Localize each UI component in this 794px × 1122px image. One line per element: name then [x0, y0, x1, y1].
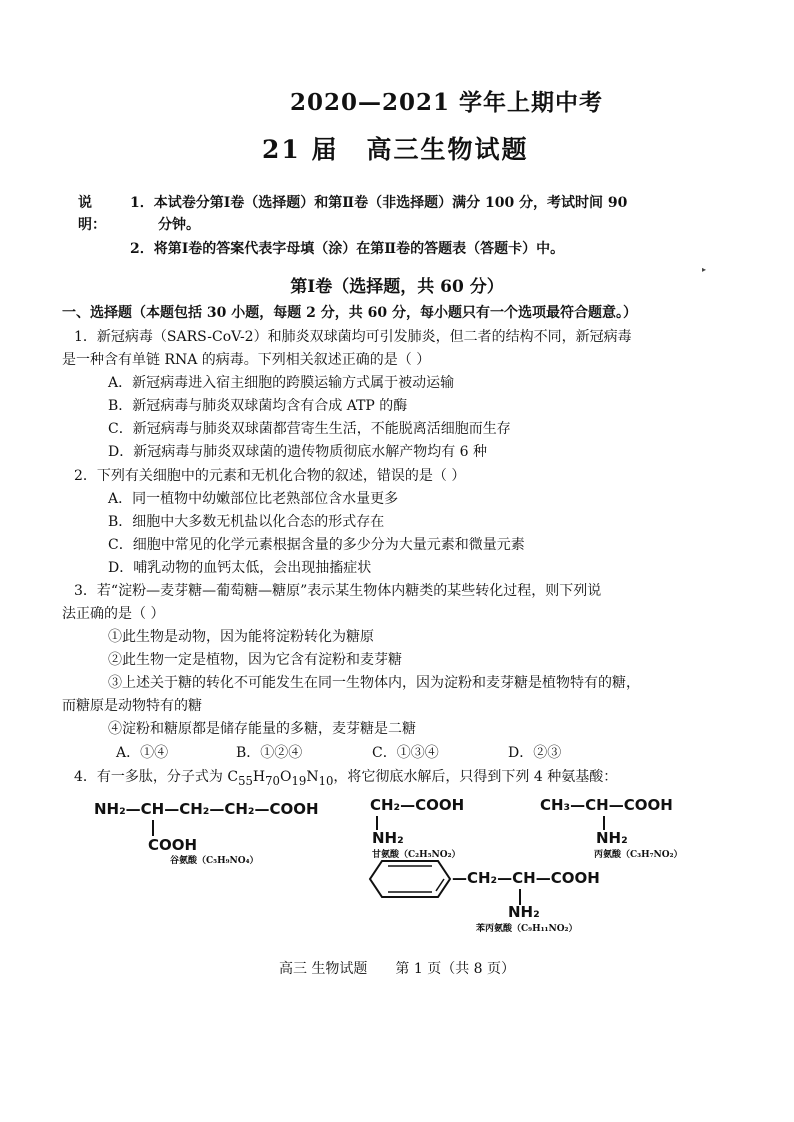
q2-option-a: A．同一植物中幼嫩部位比老熟部位含水量更多 — [108, 491, 399, 507]
alanine-name: 丙氨酸（C₃H₇NO₂） — [594, 850, 683, 860]
q3-statement-2: ②此生物一定是植物，因为它含有淀粉和麦芽糖 — [108, 652, 402, 668]
q2-option-b: B．细胞中大多数无机盐以化合态的形式存在 — [108, 514, 385, 530]
benzene-ring-icon — [368, 858, 452, 900]
bond-line — [603, 816, 605, 830]
glutamic-acid-branch: COOH — [148, 836, 198, 854]
section-title: 第Ⅰ卷（选择题，共 60 分） — [290, 277, 504, 297]
q3-statement-3: ③上述关于糖的转化不可能发生在同一生物体内，因为淀粉和麦芽糖是植物特有的糖， — [108, 675, 640, 691]
instructions-item2: 2．将第Ⅰ卷的答案代表字母填（涂）在第Ⅱ卷的答题表（答题卡）中。 — [130, 241, 565, 257]
glycine-formula: CH₂—COOH — [370, 796, 465, 814]
part-heading: 一、选择题（本题包括 30 小题，每题 2 分，共 60 分，每小题只有一个选项最符合题意。） — [62, 305, 637, 321]
q3-option-d: D．②③ — [508, 745, 562, 761]
q3-option-c: C．①③④ — [372, 745, 439, 761]
instructions-label: 说明： — [78, 195, 106, 233]
glutamic-acid-name: 谷氨酸（C₅H₉NO₄） — [170, 856, 259, 866]
q2-option-d: D．哺乳动物的血钙太低，会出现抽搐症状 — [108, 560, 372, 576]
instructions-item1-cont: 分钟。 — [158, 217, 200, 233]
q3-statement-4: ④淀粉和糖原都是储存能量的多糖，麦芽糖是二糖 — [108, 721, 416, 737]
glycine-branch: NH₂ — [372, 829, 404, 847]
exam-page: 2020—2021 学年上期中考 21 届 高三生物试题 说明： 1．本试卷分第Ⅰ卷（选择题）和第Ⅱ卷（非选择题）满分 100 分，考试时间 90 分钟。 2．将第Ⅰ卷的答案代表字母填（涂）在第Ⅱ卷的答题表（答题卡）中。 ▸ 第Ⅰ卷（选择题，共 60 分） 一、选择题（本题包括 30 小题，每题 2 分，共 60 分，每小题只有一个选项最符合题意。） 1．新冠病毒（SARS-CoV-2）和肺炎双球菌均可引发肺炎，但二者的结构不同，新冠病毒 是一种含有单链 RNA 的病毒。下列相关叙述正确的是（ ） A．新冠病毒进入宿主细胞的跨膜运输方式属于被动运输 B．新冠病毒与肺炎双球菌均含有合成 ATP 的酶 C．新冠病毒与肺炎双球菌都营寄生生活，不能脱离活细胞而生存 D．新冠病毒与肺炎双球菌的遗传物质彻底水解产物均有 6 种 2．下列有关细胞中的元素和无机化合物的叙述，错误的是（ ） A．同一植物中幼嫩部位比老熟部位含水量更多 B．细胞中大多数无机盐以化合态的形式存在 C．细胞中常见的化学元素根据含量的多少分为大量元素和微量元素 D．哺乳动物的血钙太低，会出现抽搐症状 3．若“淀粉—麦芽糖—葡萄糖—糖原”表示某生物体内糖类的某些转化过程，则下列说 法正确的是（ ） ①此生物是动物，因为能将淀粉转化为糖原 ②此生物一定是植物，因为它含有淀粉和麦芽糖 ③上述关于糖的转化不可能发生在同一生物体内，因为淀粉和麦芽糖是植物特有的糖， 而糖原是动物特有的糖 ④淀粉和糖原都是储存能量的多糖，麦芽糖是二糖 A．①④ B．①②④ C．①③④ D．②③ 4．有一多肽，分子式为 $C_{55}H_{70}O_{19}N_{10}$，将它彻底水解后，只得到下列 4 种氨基酸： NH₂—CH—CH₂—CH₂—COOH COOH 谷氨酸（C₅H₉NO₄） CH₂—COOH NH₂ 甘氨酸（C₂H₅NO₂） CH₃—CH—COOH NH₂ 丙氨酸（C₃H₇NO₂） —CH₂—CH—COOH NH₂ 苯丙氨酸（C₉H₁₁NO₂） 高三 生物试题 第 1 页（共 8 页） — [0, 0, 794, 1122]
q3-option-a: A．①④ — [116, 745, 169, 761]
q3-stem: 3．若“淀粉—麦芽糖—葡萄糖—糖原”表示某生物体内糖类的某些转化过程，则下列说 — [74, 583, 602, 599]
exam-title-year: 2020—2021 学年上期中考 — [290, 89, 604, 116]
q1-stem: 1．新冠病毒（SARS-CoV-2）和肺炎双球菌均可引发肺炎，但二者的结构不同，新冠病毒 — [74, 329, 632, 345]
grade-label: 21 届 — [262, 135, 339, 164]
alanine-formula: CH₃—CH—COOH — [540, 796, 673, 814]
q2-stem: 2．下列有关细胞中的元素和无机化合物的叙述，错误的是（ ） — [74, 468, 466, 484]
q3-statement-3-cont: 而糖原是动物特有的糖 — [62, 698, 202, 714]
q3-option-b: B．①②④ — [236, 745, 303, 761]
q2-option-c: C．细胞中常见的化学元素根据含量的多少分为大量元素和微量元素 — [108, 537, 525, 553]
subject-label: 高三生物试题 — [366, 135, 529, 164]
alanine-branch: NH₂ — [596, 829, 628, 847]
phenylalanine-name: 苯丙氨酸（C₉H₁₁NO₂） — [476, 924, 578, 934]
glutamic-acid-formula: NH₂—CH—CH₂—CH₂—COOH — [94, 800, 319, 818]
q1-option-c: C．新冠病毒与肺炎双球菌都营寄生生活，不能脱离活细胞而生存 — [108, 421, 511, 437]
q1-option-d: D．新冠病毒与肺炎双球菌的遗传物质彻底水解产物均有 6 种 — [108, 444, 488, 460]
phenylalanine-branch: NH₂ — [508, 903, 540, 921]
q3-statement-1: ①此生物是动物，因为能将淀粉转化为糖原 — [108, 629, 374, 645]
glycine-name: 甘氨酸（C₂H₅NO₂） — [372, 850, 461, 860]
page-footer: 高三 生物试题 第 1 页（共 8 页） — [278, 961, 516, 977]
q3-stem-cont: 法正确的是（ ） — [62, 606, 165, 622]
scan-speck: ▸ — [702, 265, 707, 274]
q4-stem: 4．有一多肽，分子式为 $C_{55}H_{70}O_{19}N_{10}$，将它彻底水解后，只得到下列 4 种氨基酸： — [74, 769, 618, 788]
q1-option-b: B．新冠病毒与肺炎双球菌均含有合成 ATP 的酶 — [108, 398, 408, 414]
bond-line — [376, 816, 378, 830]
q1-stem-cont: 是一种含有单链 RNA 的病毒。下列相关叙述正确的是（ ） — [62, 352, 431, 368]
exam-title-subject — [262, 130, 529, 166]
q1-option-a: A．新冠病毒进入宿主细胞的跨膜运输方式属于被动运输 — [108, 375, 455, 391]
bond-line — [152, 820, 154, 836]
phenylalanine-formula: —CH₂—CH—COOH — [452, 869, 600, 887]
